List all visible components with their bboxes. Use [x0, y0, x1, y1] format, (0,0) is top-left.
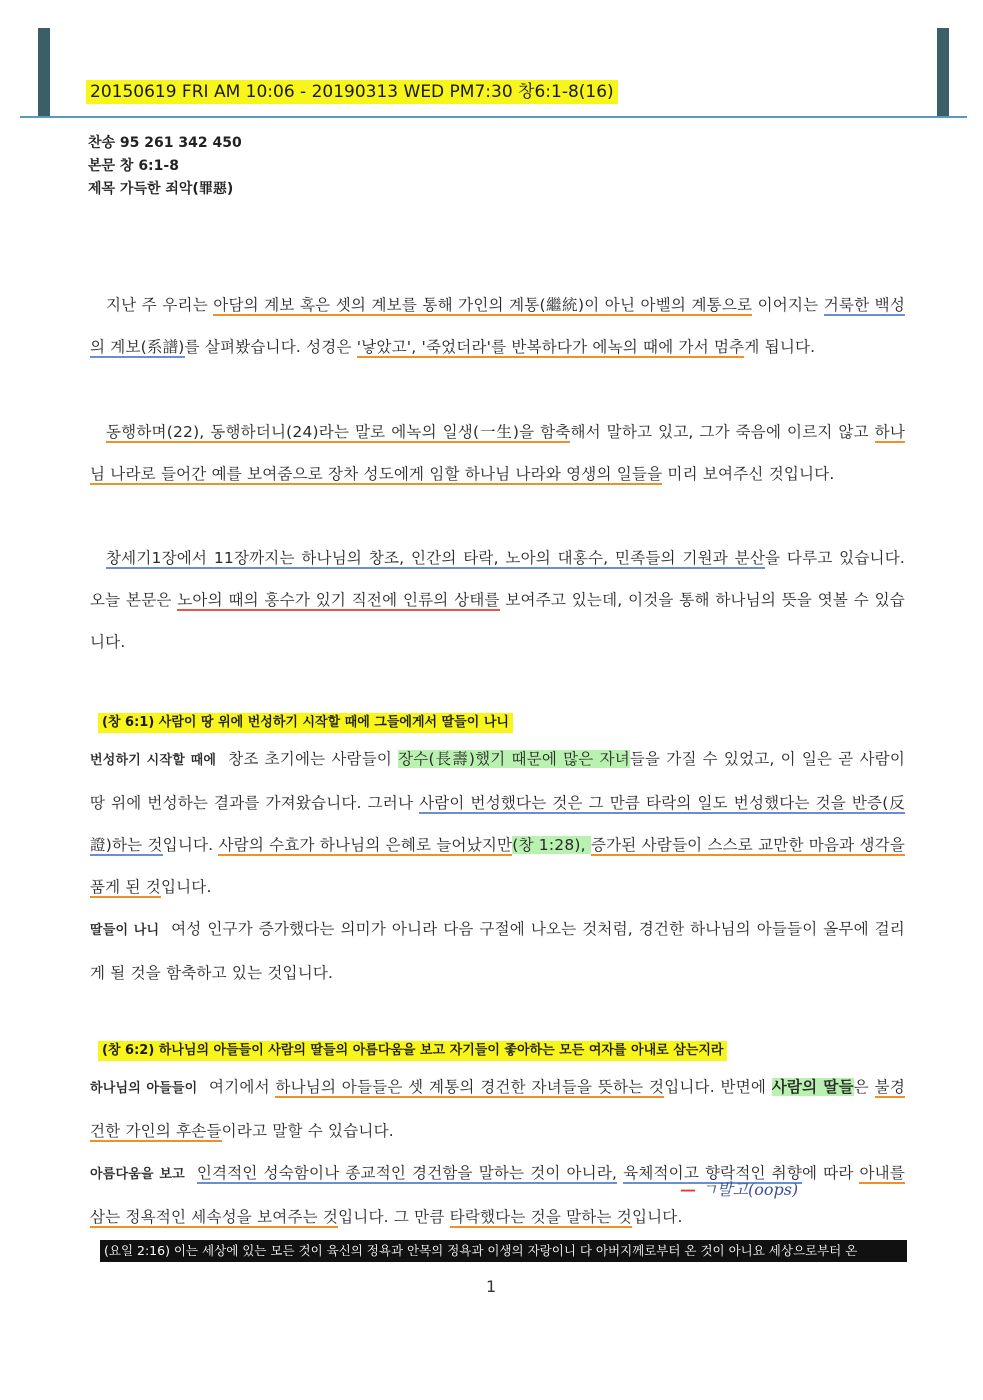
- lead-phrase: 하나님의 아들들이: [90, 1081, 198, 1096]
- text: 여기에서: [203, 1078, 276, 1096]
- header-rule: [20, 116, 967, 118]
- paragraph-5: [90, 908, 905, 994]
- hymn-line: 찬송 95 261 342 450: [88, 135, 242, 151]
- text: 보여주고 있는데, 이것을 통해 하나님의 뜻을 엿볼 수 있습니다.: [90, 591, 905, 651]
- underlined-text: 거룩한 백성의 계보(系譜): [90, 296, 905, 356]
- paragraph-1: [90, 284, 905, 368]
- lead-phrase: 번성하기 시작할 때에: [90, 753, 217, 768]
- text: 입니다. 반면에: [664, 1078, 772, 1096]
- text: 이어지는: [752, 296, 824, 314]
- text: [191, 1164, 197, 1182]
- highlighted-text: 사람의 딸들: [771, 1078, 854, 1096]
- text: 에 따라: [802, 1164, 860, 1182]
- underlined-text: 육체적이고 향락적인 취향: [623, 1164, 802, 1182]
- underlined-text: 타락했다는 것을 말하는 것: [449, 1208, 632, 1226]
- text: 입니다. 그 만큼: [338, 1208, 450, 1226]
- text: 미리 보여주신 것입니다.: [662, 465, 835, 483]
- text: 여성 인구가 증가했다는 의미가 아니라 다음 구절에 나오는 것처럼, 경건한 하나님의 아들들이 올무에 걸리게 될 것을 함축하고 있는 것입니다.: [90, 920, 905, 982]
- underlined-text: 사람의 수효가 하나님의 은혜로 늘어났지만: [218, 836, 513, 854]
- text: 입니다.: [631, 1208, 683, 1226]
- left-side-bar: [38, 28, 50, 116]
- text: 이라고 말할 수 있습니다.: [221, 1122, 394, 1140]
- paragraph-6: [90, 1066, 905, 1152]
- underlined-text: 하나님 나라로 들어간 예를 보여줌으로 장차 성도에게 임할 하나님 나라와 영생의 일들을: [90, 423, 905, 483]
- page-number: 1: [486, 1277, 497, 1296]
- underlined-text: 불경건한 가인의 후손들: [90, 1078, 905, 1140]
- underlined-text: 하나님의 아들들은 셋 계통의 경건한 자녀들을 뜻하는 것: [275, 1078, 665, 1096]
- text-line: 본문 창 6:1-8: [88, 158, 179, 174]
- underlined-text: 아내를 삼는 정욕적인 세속성을 보여주는 것: [90, 1164, 905, 1226]
- text: 창조 초기에는 사람들이: [222, 750, 399, 768]
- sermon-meta: [88, 132, 242, 201]
- highlighted-text: (창 1:28),: [512, 836, 591, 854]
- red-dash: —: [680, 1180, 702, 1199]
- lead-phrase: 딸들이 나니: [90, 923, 160, 938]
- lead-phrase: 아름다움을 보고: [90, 1167, 185, 1182]
- text: 을 다루고 있습니다. 오늘 본문은: [90, 549, 905, 609]
- text: 해서 말하고 있고, 그가 죽음에 이르지 않고: [570, 423, 875, 441]
- underlined-text: 사람이 번성했다는 것은 그 만큼 타락의 일도 번성했다는 것을 반증(反證)하는 것: [90, 794, 905, 854]
- right-side-bar: [937, 28, 949, 116]
- annotation-text: ㄱ발고(oops): [701, 1180, 799, 1199]
- handwritten-annotation: [680, 1177, 798, 1200]
- text: 입니다.: [162, 836, 219, 854]
- text: 들을 가질 수 있었고, 이 일은 곧 사람이 땅 위에 번성하는 결과를 가져왔습니다. 그러나: [90, 750, 905, 812]
- verse-quote-6-1: (창 6:1) 사람이 땅 위에 번성하기 시작할 때에 그들에게서 딸들이 나니: [98, 713, 513, 733]
- text: 지난 주 우리는: [106, 296, 214, 314]
- subject-line: 제목 가득한 죄악(罪惡): [88, 181, 234, 197]
- text: 입니다.: [160, 878, 212, 896]
- verse-quote-1john-2-16: (요일 2:16) 이는 세상에 있는 모든 것이 육신의 정욕과 안목의 정욕과 이생의 자랑이니 다 아버지께로부터 온 것이 아니요 세상으로부터 온: [100, 1240, 907, 1262]
- underlined-text: 인격적인 성숙함이나 종교적인 경건함을 말하는 것이 아니라,: [196, 1164, 618, 1182]
- underlined-text: 증가된 사람들이 스스로 교만한 마음과 생각을 품게 된 것: [90, 836, 906, 896]
- underlined-text: 창세기1장에서 11장까지는 하나님의 창조, 인간의 타락, 노아의 대홍수, 민족들의 기원과 분산: [106, 549, 766, 567]
- paragraph-4: [90, 738, 905, 908]
- text: 를 살펴봤습니다. 성경은: [184, 338, 357, 356]
- paragraph-2: [90, 411, 905, 495]
- verse-quote-6-2: (창 6:2) 하나님의 아들들이 사람의 딸들의 아름다움을 보고 자기들이 좋아하는 모든 여자를 아내로 삼는지라: [98, 1041, 727, 1061]
- underlined-text: 아담의 계보 혹은 셋의 계보를 통해 가인의 계통(繼統)이 아닌 아벨의 계통으로: [213, 296, 753, 314]
- underlined-text: 동행하며(22), 동행하더니(24)라는 말로 에녹의 일생(一生)을 함축: [106, 423, 571, 441]
- text: 게 됩니다.: [744, 338, 816, 356]
- underlined-text: 노아의 때의 홍수가 있기 직전에 인류의 상태를: [177, 591, 500, 609]
- paragraph-3: [90, 537, 905, 663]
- highlighted-text: 장수(長壽)했기 때문에 많은 자녀: [398, 750, 630, 768]
- text: 은: [853, 1078, 875, 1096]
- page-title: 20150619 FRI AM 10:06 - 20190313 WED PM7:30 창6:1-8(16): [86, 80, 618, 104]
- underlined-text: '낳았고', '죽었더라'를 반복하다가 에녹의 때에 가서 멈추: [356, 338, 745, 356]
